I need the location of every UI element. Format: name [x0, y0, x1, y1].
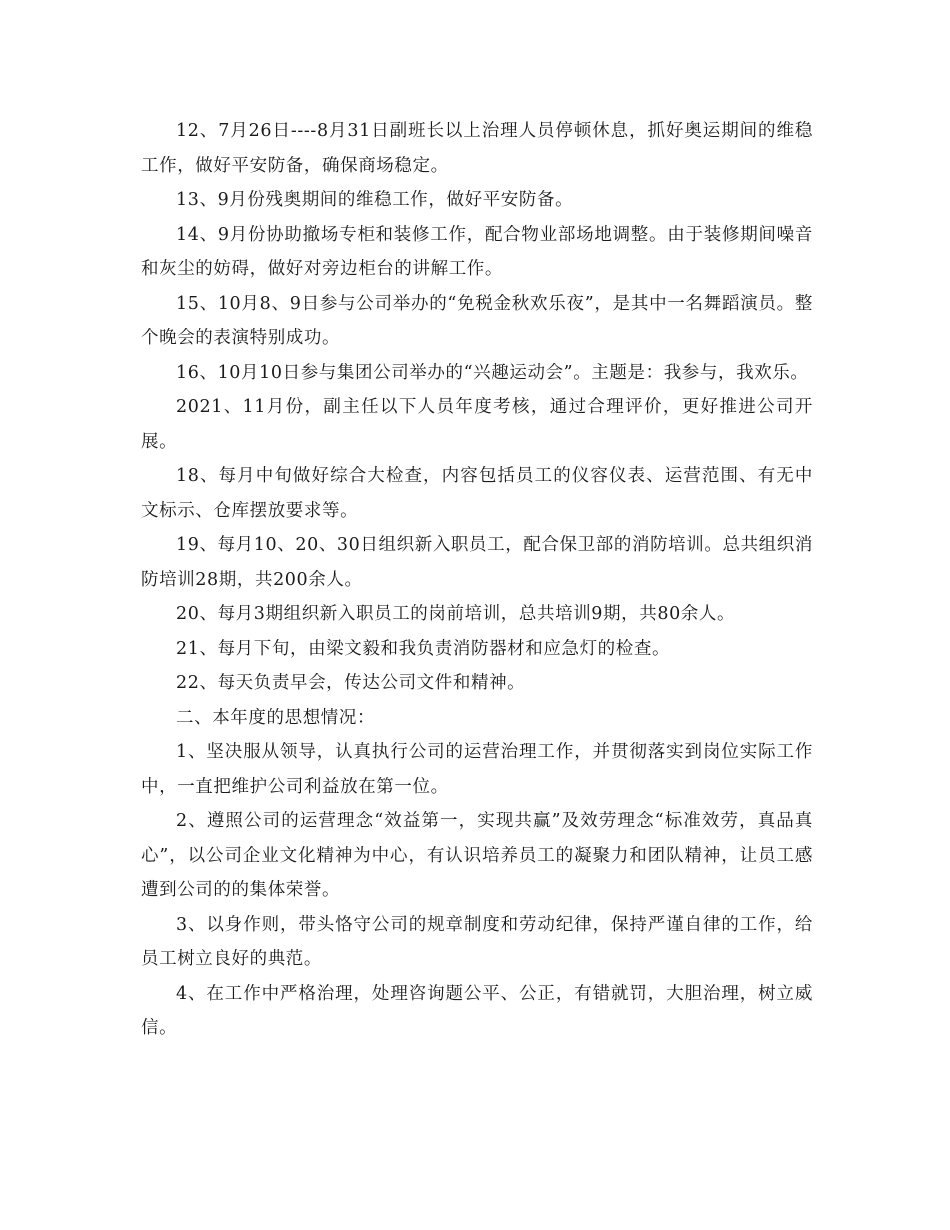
- paragraph-thought-2: 2、遵照公司的运营理念“效益第一，实现共赢”及效劳理念“标准效劳，真品真心”，以公司企业文化精神为中心，有认识培养员工的凝聚力和团队精神，让员工感遭到公司的的集体荣誉。: [141, 811, 813, 900]
- paragraph-item-15: 15、10月8、9日参与公司举办的“免税金秋欢乐夜”，是其中一名舞蹈演员。整个晚会的表演特别成功。: [141, 293, 813, 348]
- paragraph-thought-3: 3、以身作则，带头恪守公司的规章制度和劳动纪律，保持严谨自律的工作，给员工树立良好的典范。: [141, 914, 813, 969]
- paragraph-item-19: 19、每月10、20、30日组织新入职员工，配合保卫部的消防培训。总共组织消防培训28期，共200余人。: [141, 535, 813, 590]
- section-heading-thoughts: 二、本年度的思想情况：: [176, 707, 376, 728]
- paragraph-thought-4: 4、在工作中严格治理，处理咨询题公平、公正，有错就罚，大胆治理，树立威信。: [141, 983, 813, 1038]
- paragraph-item-18: 18、每月中旬做好综合大检查，内容包括员工的仪容仪表、运营范围、有无中文标示、仓库摆放要求等。: [141, 466, 813, 521]
- paragraph-item-21: 21、每月下旬，由梁文毅和我负责消防器材和应急灯的检查。: [176, 638, 671, 659]
- document-body: [141, 114, 813, 1046]
- paragraph-item-17: 2021、11月份，副主任以下人员年度考核，通过合理评价，更好推进公司开展。: [141, 397, 813, 452]
- paragraph-thought-1: 1、坚决服从领导，认真执行公司的运营治理工作，并贯彻落实到岗位实际工作中，一直把维护公司利益放在第一位。: [141, 742, 813, 797]
- paragraph-item-14: 14、9月份协助撤场专柜和装修工作，配合物业部场地调整。由于装修期间噪音和灰尘的妨碍，做好对旁边柜台的讲解工作。: [141, 224, 813, 279]
- paragraph-item-22: 22、每天负责早会，传达公司文件和精神。: [176, 673, 526, 693]
- paragraph-item-20: 20、每月3期组织新入职员工的岗前培训，总共培训9期，共80余人。: [176, 604, 736, 624]
- paragraph-item-12: 12、7月26日----8月31日副班长以上治理人员停顿休息，抓好奥运期间的维稳工作，做好平安防备，确保商场稳定。: [141, 121, 813, 176]
- paragraph-item-16: 16、10月10日参与集团公司举办的“兴趣运动会”。主题是：我参与，我欢乐。: [176, 362, 809, 383]
- paragraph-item-13: 13、9月份残奥期间的维稳工作，做好平安防备。: [176, 190, 574, 210]
